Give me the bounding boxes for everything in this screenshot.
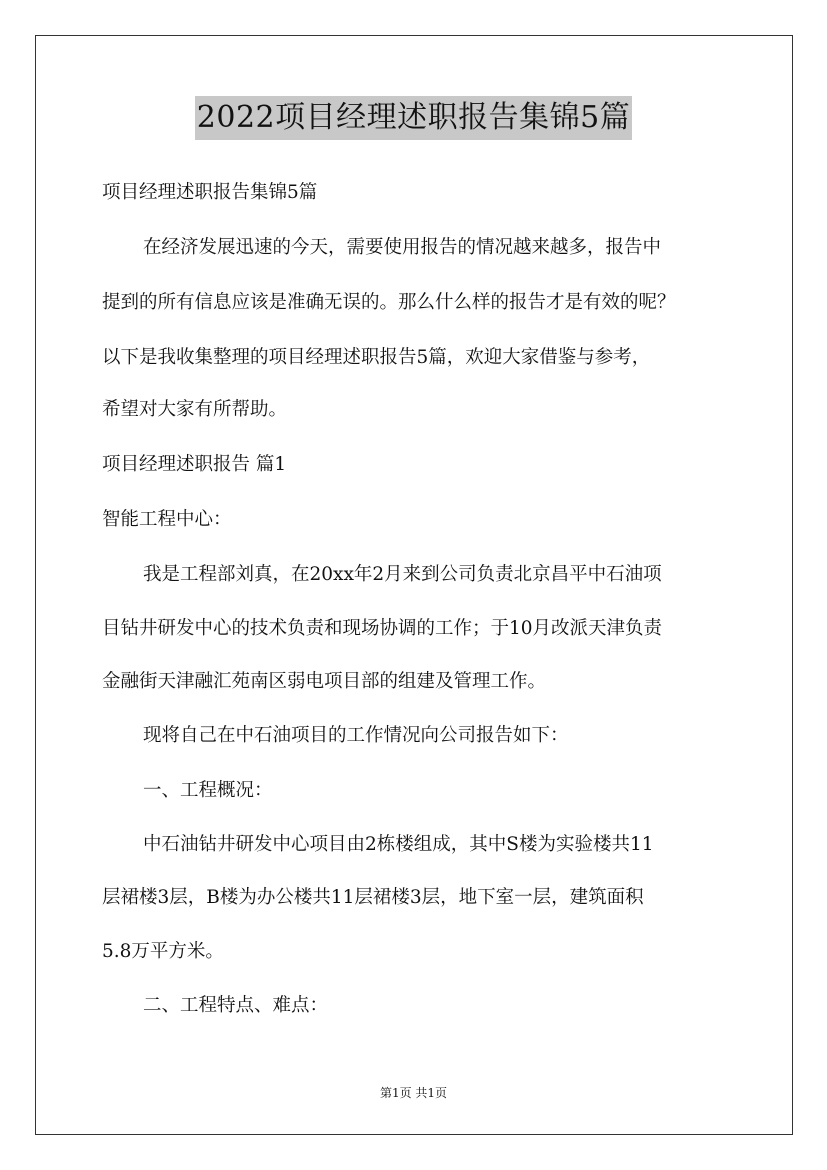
- body-line: 金融街天津融汇苑南区弱电项目部的组建及管理工作。: [102, 671, 547, 692]
- subtitle-line: 项目经理述职报告集锦5篇: [102, 182, 318, 203]
- body-line: 现将自己在中石油项目的工作情况向公司报告如下：: [143, 725, 569, 746]
- section-heading: 项目经理述职报告 篇1: [102, 454, 287, 475]
- body-line: 提到的所有信息应该是准确无误的。那么什么样的报告才是有效的呢？: [102, 292, 676, 313]
- body-line: 在经济发展迅速的今天，需要使用报告的情况越来越多，报告中: [143, 237, 662, 258]
- document-title: 2022项目经理述职报告集锦5篇: [195, 96, 632, 140]
- subheading: 二、工程特点、难点：: [143, 995, 329, 1016]
- page-footer: 第1页 共1页: [379, 1086, 448, 1100]
- subheading: 一、工程概况：: [143, 780, 273, 801]
- title-container: [0, 96, 827, 140]
- body-line: 以下是我收集整理的项目经理述职报告5篇，欢迎大家借鉴与参考，: [102, 347, 651, 368]
- body-line: 希望对大家有所帮助。: [102, 399, 288, 420]
- body-line: 中石油钻井研发中心项目由2栋楼组成，其中S楼为实验楼共11: [143, 834, 654, 855]
- salutation: 智能工程中心：: [102, 509, 232, 530]
- body-line: 层裙楼3层，B楼为办公楼共11层裙楼3层，地下室一层，建筑面积: [102, 887, 644, 908]
- body-line: 我是工程部刘真，在20xx年2月来到公司负责北京昌平中石油项: [143, 564, 662, 585]
- body-line: 5.8万平方米。: [102, 941, 224, 962]
- body-line: 目钻井研发中心的技术负责和现场协调的工作；于10月改派天津负责: [102, 618, 663, 639]
